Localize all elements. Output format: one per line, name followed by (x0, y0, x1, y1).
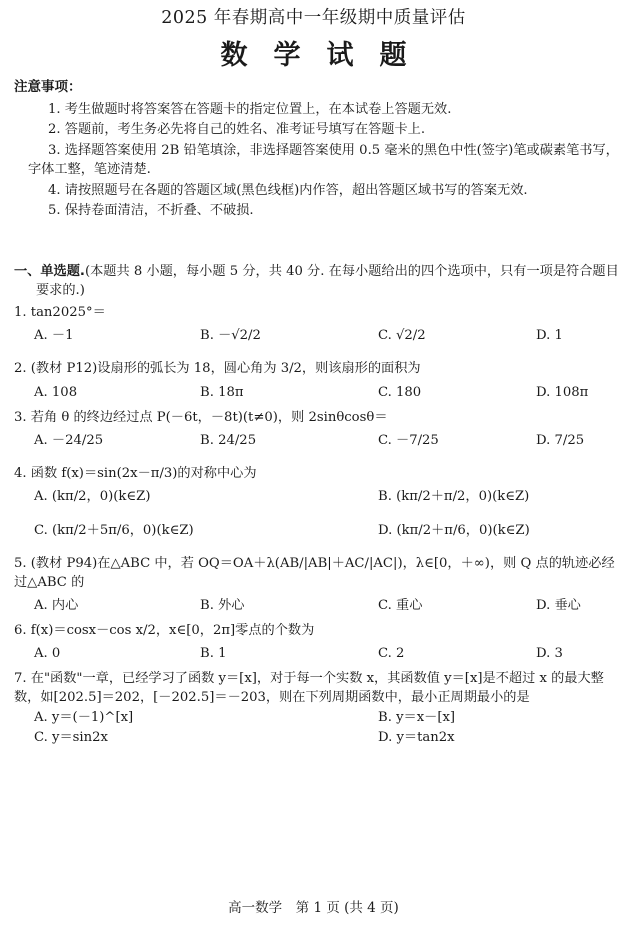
option-a: A. 内心 (34, 598, 79, 614)
option-c: C. (kπ/2＋5π/6，0)(k∈Z) (34, 522, 194, 538)
options-row (14, 640, 619, 666)
option-a: A. y＝(－1)^[x] (34, 709, 134, 725)
option-a: A. 108 (34, 384, 78, 400)
options-row (14, 483, 619, 517)
question-stem: 6. f(x)＝cosx－cos x/2，x∈[0，2π]零点的个数为 (14, 623, 315, 639)
section-instructions: (本题共 8 小题，每小题 5 分，共 40 分. 在每小题给出的四个选项中，只有一项是符合题目要求的.) (36, 264, 619, 299)
option-b: B. y＝x－[x] (378, 709, 456, 725)
option-b: B. －√2/2 (200, 328, 261, 344)
question-2 (14, 359, 619, 404)
question-7 (14, 669, 619, 747)
option-c: C. 2 (378, 646, 405, 662)
question-stem: 1. tan2025°＝ (14, 305, 106, 321)
question-4 (14, 464, 619, 551)
exam-title: 2025 年春期高中一年级期中质量评估 (161, 8, 466, 28)
option-d: D. 3 (536, 646, 563, 662)
option-b: B. 1 (200, 646, 227, 662)
section-header (14, 262, 619, 300)
option-c: C. y＝sin2x (34, 729, 108, 745)
question-stem: 4. 函数 f(x)＝sin(2x－π/3)的对称中心为 (14, 465, 257, 481)
option-c: C. 重心 (378, 598, 423, 614)
option-d: D. (kπ/2＋π/6，0)(k∈Z) (378, 522, 530, 538)
option-b: B. 18π (200, 384, 244, 400)
notice-item: 2. 答题前，考生务必先将自己的姓名、准考证号填写在答题卡上. (48, 122, 426, 138)
options-row (14, 322, 619, 356)
question-5 (14, 554, 619, 618)
question-1 (14, 303, 619, 356)
option-c: C. －7/25 (378, 432, 439, 448)
options-row (14, 379, 619, 405)
notice-heading: 注意事项： (14, 79, 82, 95)
question-6 (14, 621, 619, 666)
option-a: A. 0 (34, 646, 61, 662)
option-c: C. √2/2 (378, 328, 426, 344)
notice-block (14, 78, 619, 222)
options-row (14, 427, 619, 461)
option-d: D. 垂心 (536, 598, 581, 614)
question-stem: 7. 在"函数"一章，已经学习了函数 y＝[x]，对于每一个实数 x，其函数值 y＝[x]是不超过 x 的最大整数，如[202.5]＝202，[－202.5]＝－203，则在下列周期函数中，最小正周期最小的是 (14, 671, 604, 706)
option-b: B. 24/25 (200, 432, 257, 448)
section-title: 一、单选题. (14, 264, 85, 279)
option-b: B. 外心 (200, 598, 245, 614)
options-row (14, 708, 619, 728)
option-d: D. 108π (536, 384, 589, 400)
options-row (14, 728, 619, 748)
notice-item: 3. 选择题答案使用 2B 铅笔填涂，非选择题答案使用 0.5 毫米的黑色中性(签字)笔或碳素笔书写，字体工整，笔迹清楚. (28, 142, 619, 177)
question-3 (14, 408, 619, 461)
question-stem: 2. (教材 P12)设扇形的弧长为 18，圆心角为 3/2，则该扇形的面积为 (14, 361, 421, 377)
notice-item: 5. 保持卷面清洁，不折叠、不破损. (48, 203, 254, 219)
section-single-choice (14, 262, 619, 748)
page-footer: 高一数学 第 1 页 (共 4 页) (228, 900, 399, 916)
subject-title: 数学试题 (220, 40, 433, 71)
question-stem: 3. 若角 θ 的终边经过点 P(－6t，－8t)(t≠0)，则 2sinθcosθ＝ (14, 409, 388, 425)
option-a: A. －1 (34, 328, 74, 344)
options-row (14, 592, 619, 618)
options-row (14, 517, 619, 551)
option-d: D. y＝tan2x (378, 729, 455, 745)
option-d: D. 1 (536, 328, 563, 344)
notice-item: 4. 请按照题号在各题的答题区域(黑色线框)内作答，超出答题区域书写的答案无效. (48, 182, 528, 198)
notice-item: 1. 考生做题时将答案答在答题卡的指定位置上，在本试卷上答题无效. (48, 101, 452, 117)
option-d: D. 7/25 (536, 432, 585, 448)
option-a: A. (kπ/2，0)(k∈Z) (34, 488, 151, 504)
question-stem: 5. (教材 P94)在△ABC 中，若 OQ＝OA＋λ(AB/|AB|＋AC/|AC|)，λ∈[0，＋∞)，则 Q 点的轨迹必经过△ABC 的 (14, 555, 615, 590)
option-c: C. 180 (378, 384, 422, 400)
option-a: A. －24/25 (34, 432, 104, 448)
option-b: B. (kπ/2＋π/2，0)(k∈Z) (378, 488, 530, 504)
